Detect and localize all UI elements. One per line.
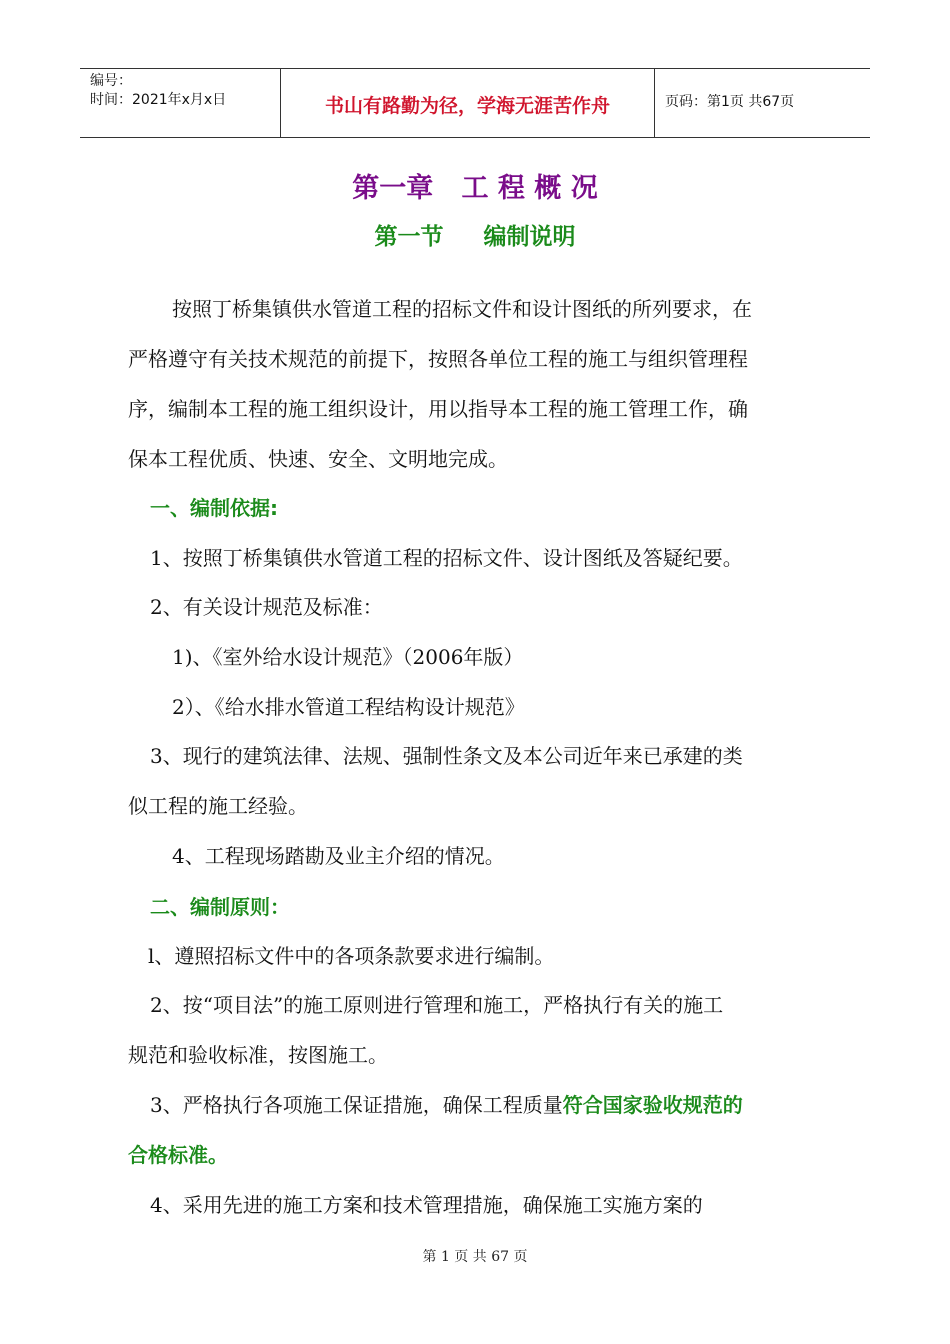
page-header — [80, 68, 870, 138]
principle-heading: 二、编制原则： — [150, 895, 290, 919]
basis-item-1: 1、按照丁桥集镇供水管道工程的招标文件、设计图纸及答疑纪要。 — [150, 546, 743, 570]
header-motto: 书山有路勤为径，学海无涯苦作舟 — [324, 95, 610, 117]
basis-heading: 一、编制依据: — [150, 496, 278, 520]
page-footer: 第 1 页 共 67 页 — [422, 1249, 528, 1265]
header-info-cell — [80, 69, 281, 137]
principle-item-3-highlight: 符合国家验收规范的 — [562, 1093, 743, 1117]
intro-line-1: 按照丁桥集镇供水管道工程的招标文件和设计图纸的所列要求，在 — [172, 297, 752, 321]
basis-item-2-2: 2）、《给水排水管道工程结构设计规范》 — [172, 695, 525, 719]
principle-item-4: 4、采用先进的施工方案和技术管理措施，确保施工实施方案的 — [150, 1193, 703, 1217]
header-page-number: 页码：第1页 共67页 — [665, 94, 795, 110]
header-motto-cell — [281, 69, 655, 137]
basis-item-3-line-2: 似工程的施工经验。 — [128, 794, 308, 818]
principle-item-1: l、遵照招标文件中的各项条款要求进行编制。 — [148, 944, 555, 968]
principle-item-2-line-2: 规范和验收标准，按图施工。 — [128, 1043, 388, 1067]
principle-item-3-line-2: 合格标准。 — [128, 1143, 228, 1167]
section-title: 第一节 编制说明 — [374, 224, 576, 250]
intro-line-4: 保本工程优质、快速、安全、文明地完成。 — [128, 447, 508, 471]
principle-item-2-line-1: 2、按“项目法”的施工原则进行管理和施工，严格执行有关的施工 — [150, 993, 724, 1017]
principle-item-3-text: 3、严格执行各项施工保证措施，确保工程质量 — [150, 1093, 563, 1117]
header-page-cell — [655, 69, 870, 137]
intro-line-2: 严格遵守有关技术规范的前提下，按照各单位工程的施工与组织管理程 — [128, 347, 748, 371]
header-number-label: 编号： — [90, 73, 132, 89]
basis-item-2-1: 1)、《室外给水设计规范》（2006年版） — [172, 645, 524, 669]
basis-item-2: 2、有关设计规范及标准： — [150, 595, 383, 619]
basis-item-4: 4、工程现场踏勘及业主介绍的情况。 — [172, 844, 505, 868]
header-date-label: 时间：2021年x月x日 — [90, 92, 227, 108]
chapter-title: 第一章 工 程 概 况 — [352, 173, 598, 204]
basis-item-3-line-1: 3、现行的建筑法律、法规、强制性条文及本公司近年来已承建的类 — [150, 744, 743, 768]
principle-item-3-line-1 — [150, 1090, 743, 1120]
intro-line-3: 序，编制本工程的施工组织设计，用以指导本工程的施工管理工作，确 — [128, 397, 748, 421]
